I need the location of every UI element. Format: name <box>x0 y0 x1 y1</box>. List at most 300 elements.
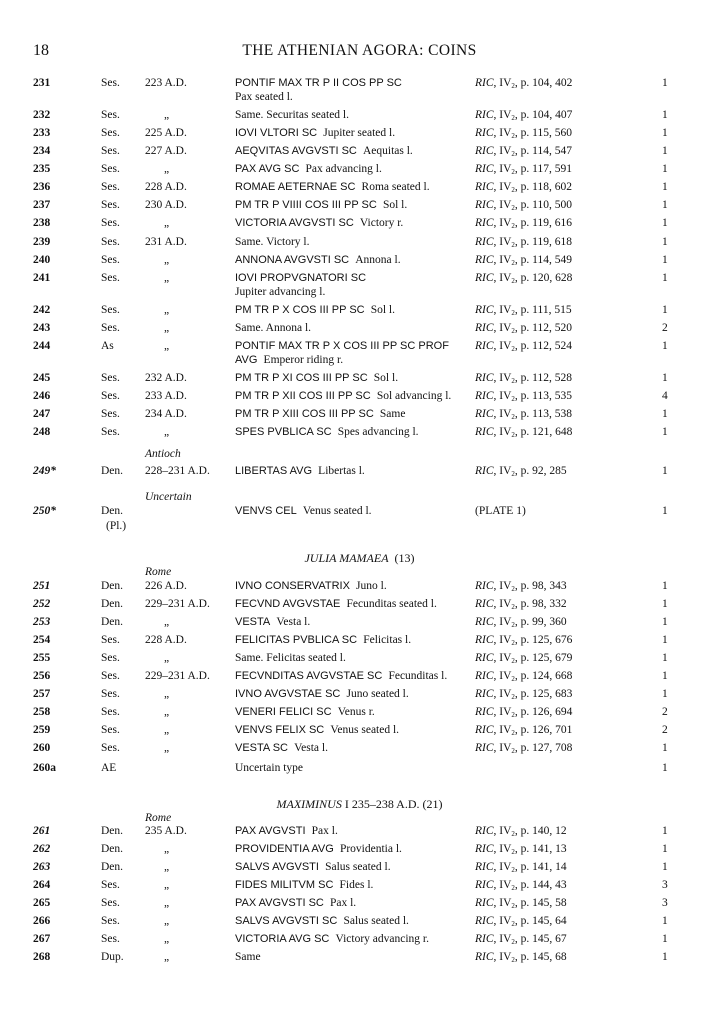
denomination: Ses. <box>101 742 120 754</box>
denomination: Den. <box>101 505 124 517</box>
catalogue-number: 257 <box>33 688 51 700</box>
reverse-type <box>235 339 449 353</box>
ric-reference: RIC, $IV_2$, p. 98, 343 <box>475 580 567 593</box>
date: „ <box>164 951 170 963</box>
catalogue-number: 252 <box>33 598 51 610</box>
specimen-count: 1 <box>662 652 668 664</box>
legend: PAX AVGVSTI <box>235 825 306 837</box>
denomination: Ses. <box>101 879 120 891</box>
table-row <box>0 253 719 269</box>
table-row <box>0 108 719 124</box>
specimen-count: 2 <box>662 724 668 736</box>
catalogue-number: 260 <box>33 742 51 754</box>
ric-page-number: p. 111, 515 <box>520 304 572 316</box>
type-description: Aequitas l. <box>362 145 413 157</box>
section-count: I 235–238 A.D. (21) <box>344 797 443 811</box>
reverse-type <box>235 76 402 90</box>
type-description: Sol l. <box>370 304 396 316</box>
legend: VICTORIA AVG SC <box>235 933 330 945</box>
specimen-count: 3 <box>662 879 668 891</box>
denomination: Ses. <box>101 322 120 334</box>
ric-page-number: p. 145, 68 <box>520 951 567 963</box>
date: „ <box>164 652 170 664</box>
ric-reference: RIC, $IV_2$, p. 98, 332 <box>475 598 567 611</box>
table-row <box>0 633 719 649</box>
legend: IOVI PROPVGNATORI SC <box>235 272 367 284</box>
specimen-count: 4 <box>662 390 668 402</box>
page-number: 18 <box>33 42 49 59</box>
specimen-count: 1 <box>662 304 668 316</box>
ric-reference: RIC, $IV_2$, p. 144, 43 <box>475 879 567 892</box>
table-row <box>0 339 719 366</box>
date: 228 A.D. <box>145 634 187 646</box>
catalogue-number: 239 <box>33 236 51 248</box>
ric-page-number: p. 121, 648 <box>520 426 573 438</box>
catalogue-number: 248 <box>33 426 51 438</box>
denomination: As <box>101 340 114 352</box>
section-heading-julia-mamaea <box>0 551 719 566</box>
ric-reference: RIC, $IV_2$, p. 127, 708 <box>475 742 573 755</box>
table-row <box>0 824 719 840</box>
type-description: Same <box>379 408 406 420</box>
reverse-type-continued <box>235 353 343 367</box>
reverse-type <box>235 321 311 335</box>
date: „ <box>164 616 170 628</box>
ric-page-number: p. 99, 360 <box>520 616 567 628</box>
type-description: Same. Securitas seated l. <box>235 109 350 121</box>
reverse-type <box>235 425 419 439</box>
date: 232 A.D. <box>145 372 187 384</box>
reverse-type-continued <box>235 285 325 299</box>
table-row <box>0 425 719 441</box>
legend: ANNONA AVGVSTI SC <box>235 254 350 266</box>
ric-page-number: p. 124, 668 <box>520 670 573 682</box>
catalogue-number: 250* <box>33 505 56 517</box>
type-description: Same. Annona l. <box>235 322 312 334</box>
specimen-count: 1 <box>662 372 668 384</box>
date: „ <box>164 706 170 718</box>
legend: VENVS CEL <box>235 505 297 517</box>
table-row <box>0 216 719 232</box>
denomination: Ses. <box>101 109 120 121</box>
denomination: Den. <box>101 825 124 837</box>
legend: PM TR P XI COS III PP SC <box>235 372 368 384</box>
date: „ <box>164 254 170 266</box>
legend: FECVND AVGVSTAE <box>235 598 341 610</box>
ric-page-number: p. 126, 701 <box>520 724 573 736</box>
date: „ <box>164 724 170 736</box>
ric-page-number: p. 127, 708 <box>520 742 573 754</box>
reverse-type <box>235 504 372 518</box>
date: 231 A.D. <box>145 236 187 248</box>
ric-page-number: p. 113, 538 <box>520 408 572 420</box>
catalogue-number: 263 <box>33 861 51 873</box>
legend: VENERI FELICI SC <box>235 706 332 718</box>
type-description: Fecunditas l. <box>388 670 448 682</box>
date: 235 A.D. <box>145 825 187 837</box>
date: „ <box>164 322 170 334</box>
specimen-count: 1 <box>662 825 668 837</box>
date: 229–231 A.D. <box>145 598 210 610</box>
specimen-count: 2 <box>662 706 668 718</box>
denomination: Ses. <box>101 272 120 284</box>
ric-page-number: p. 141, 14 <box>520 861 567 873</box>
ric-reference: RIC, $IV_2$, p. 145, 64 <box>475 915 567 928</box>
reverse-type <box>235 216 403 230</box>
denomination: Ses. <box>101 163 120 175</box>
catalogue-number: 232 <box>33 109 51 121</box>
type-description: Sol l. <box>382 199 408 211</box>
table-row <box>0 180 719 196</box>
ric-page-number: p. 141, 13 <box>520 843 567 855</box>
table-row <box>0 504 719 532</box>
ric-reference: RIC, $IV_2$, p. 121, 648 <box>475 426 573 439</box>
ric-reference: RIC, $IV_2$, p. 115, 560 <box>475 127 572 140</box>
legend: FELICITAS PVBLICA SC <box>235 634 358 646</box>
denomination: Ses. <box>101 408 120 420</box>
catalogue-number: 240 <box>33 254 51 266</box>
denomination: Ses. <box>101 372 120 384</box>
reverse-type <box>235 723 399 737</box>
ric-page-number: p. 117, 591 <box>520 163 572 175</box>
catalogue-number: 233 <box>33 127 51 139</box>
date: 228 A.D. <box>145 181 187 193</box>
type-description: Same. Felicitas seated l. <box>235 652 346 664</box>
table-row <box>0 860 719 876</box>
type-description: Pax seated l. <box>235 91 293 103</box>
table-row <box>0 741 719 757</box>
legend: PM TR P VIIII COS III PP SC <box>235 199 377 211</box>
type-description: Providentia l. <box>339 843 402 855</box>
type-description: Pax advancing l. <box>305 163 382 175</box>
section-title: MAXIMINUS <box>276 797 342 811</box>
specimen-count: 1 <box>662 634 668 646</box>
denomination: Ses. <box>101 688 120 700</box>
denomination: Den. <box>101 861 124 873</box>
denomination: Ses. <box>101 652 120 664</box>
table-row <box>0 126 719 142</box>
legend: SALVS AVGVSTI <box>235 861 319 873</box>
date: „ <box>164 879 170 891</box>
ric-page-number: p. 113, 535 <box>520 390 572 402</box>
catalogue-number: 253 <box>33 616 51 628</box>
reverse-type <box>235 824 338 838</box>
ric-page-number: p. 144, 43 <box>520 879 567 891</box>
date: „ <box>164 340 170 352</box>
reverse-type <box>235 761 303 775</box>
table-row <box>0 669 719 685</box>
ric-page-number: p. 125, 683 <box>520 688 573 700</box>
ric-reference: RIC, $IV_2$, p. 140, 12 <box>475 825 567 838</box>
table-row <box>0 371 719 387</box>
reverse-type <box>235 878 373 892</box>
denomination: Ses. <box>101 145 120 157</box>
ric-reference: RIC, $IV_2$, p. 125, 676 <box>475 634 573 647</box>
specimen-count: 1 <box>662 933 668 945</box>
specimen-count: 1 <box>662 145 668 157</box>
ric-reference: RIC, $IV_2$, p. 99, 360 <box>475 616 567 629</box>
specimen-count: 1 <box>662 77 668 89</box>
specimen-count: 1 <box>662 163 668 175</box>
denomination: Den. <box>101 465 124 477</box>
table-row <box>0 407 719 423</box>
denomination: Ses. <box>101 217 120 229</box>
ric-reference: RIC, $IV_2$, p. 113, 538 <box>475 408 572 421</box>
ric-reference: RIC, $IV_2$, p. 120, 628 <box>475 272 573 285</box>
specimen-count: 1 <box>662 340 668 352</box>
catalogue-number: 265 <box>33 897 51 909</box>
reverse-type <box>235 651 346 665</box>
type-description: Pax l. <box>311 825 338 837</box>
reverse-type <box>235 669 447 683</box>
reverse-type <box>235 842 402 856</box>
reverse-type <box>235 932 429 946</box>
denomination: Ses. <box>101 181 120 193</box>
type-description: Same <box>235 951 261 963</box>
date: „ <box>164 163 170 175</box>
date: „ <box>164 426 170 438</box>
catalogue-number: 234 <box>33 145 51 157</box>
date: „ <box>164 742 170 754</box>
specimen-count: 1 <box>662 861 668 873</box>
denomination: Den. <box>101 843 124 855</box>
date: 230 A.D. <box>145 199 187 211</box>
type-description: Juno seated l. <box>346 688 409 700</box>
denomination: Ses. <box>101 77 120 89</box>
legend: SALVS AVGVSTI SC <box>235 915 338 927</box>
legend: PONTIF MAX TR P X COS III PP SC PROF <box>235 340 449 352</box>
mint-label-rome-2: Rome <box>145 812 172 824</box>
ric-page-number: p. 145, 58 <box>520 897 567 909</box>
ric-reference: RIC, $IV_2$, p. 145, 58 <box>475 897 567 910</box>
ric-page-number: p. 145, 67 <box>520 933 567 945</box>
denomination: Ses. <box>101 254 120 266</box>
date: 233 A.D. <box>145 390 187 402</box>
denomination: Ses. <box>101 915 120 927</box>
catalogue-number: 231 <box>33 77 51 89</box>
specimen-count: 1 <box>662 762 668 774</box>
table-row <box>0 723 719 739</box>
catalogue-number: 247 <box>33 408 51 420</box>
type-description: Uncertain type <box>235 762 304 774</box>
ric-reference: RIC, $IV_2$, p. 114, 549 <box>475 254 572 267</box>
type-description: Libertas l. <box>318 465 365 477</box>
catalogue-number: 256 <box>33 670 51 682</box>
catalogue-number: 237 <box>33 199 51 211</box>
denomination: Ses. <box>101 706 120 718</box>
specimen-count: 1 <box>662 580 668 592</box>
type-description: Vesta l. <box>276 616 311 628</box>
table-row <box>0 321 719 337</box>
denomination: Den. <box>101 598 124 610</box>
table-row <box>0 235 719 251</box>
reverse-type <box>235 705 375 719</box>
reverse-type <box>235 371 398 385</box>
ric-reference: RIC, $IV_2$, p. 145, 68 <box>475 951 567 964</box>
ric-reference: RIC, $IV_2$, p. 112, 520 <box>475 322 572 335</box>
ric-reference: RIC, $IV_2$, p. 111, 515 <box>475 304 572 317</box>
specimen-count: 1 <box>662 843 668 855</box>
type-description: Same. Victory l. <box>235 236 310 248</box>
reverse-type <box>235 180 430 194</box>
reverse-type <box>235 108 349 122</box>
specimen-count: 1 <box>662 742 668 754</box>
running-title: THE ATHENIAN AGORA: COINS <box>242 42 477 59</box>
date: „ <box>164 304 170 316</box>
ric-page-number: p. 115, 560 <box>520 127 572 139</box>
page-header <box>0 42 719 64</box>
reverse-type <box>235 687 409 701</box>
denomination: Ses. <box>101 426 120 438</box>
ric-page-number: p. 98, 332 <box>520 598 567 610</box>
ric-reference: RIC, $IV_2$, p. 145, 67 <box>475 933 567 946</box>
denomination: Ses. <box>101 933 120 945</box>
legend: PM TR P XIII COS III PP SC <box>235 408 374 420</box>
ric-reference: RIC, $IV_2$, p. 141, 13 <box>475 843 567 856</box>
table-row <box>0 878 719 894</box>
table-row <box>0 950 719 966</box>
ric-page-number: p. 145, 64 <box>520 915 567 927</box>
specimen-count: 1 <box>662 109 668 121</box>
reverse-type <box>235 633 411 647</box>
legend: PM TR P X COS III PP SC <box>235 304 365 316</box>
catalogue-number: 258 <box>33 706 51 718</box>
ric-reference: RIC, $IV_2$, p. 92, 285 <box>475 465 567 478</box>
specimen-count: 3 <box>662 897 668 909</box>
catalogue-number: 261 <box>33 825 51 837</box>
legend: PROVIDENTIA AVG <box>235 843 334 855</box>
section-count: (13) <box>394 551 415 565</box>
table-row <box>0 303 719 319</box>
ric-page-number: p. 140, 12 <box>520 825 567 837</box>
legend: PAX AVGVSTI SC <box>235 897 324 909</box>
ric-reference: RIC, $IV_2$, p. 119, 616 <box>475 217 572 230</box>
specimen-count: 1 <box>662 127 668 139</box>
reverse-type <box>235 126 395 140</box>
reverse-type <box>235 741 328 755</box>
specimen-count: 1 <box>662 254 668 266</box>
ric-page-number: p. 98, 343 <box>520 580 567 592</box>
specimen-count: 2 <box>662 322 668 334</box>
catalogue-number: 268 <box>33 951 51 963</box>
date: „ <box>164 272 170 284</box>
denomination: Den. <box>101 616 124 628</box>
ric-page-number: p. 126, 694 <box>520 706 573 718</box>
ric-page-number: p. 125, 679 <box>520 652 573 664</box>
reverse-type-continued <box>235 90 293 104</box>
table-row <box>0 896 719 912</box>
type-description: Annona l. <box>355 254 401 266</box>
table-row <box>0 705 719 721</box>
ric-page-number: p. 104, 402 <box>520 77 573 89</box>
section-title: JULIA MAMAEA <box>304 551 389 565</box>
date: „ <box>164 843 170 855</box>
specimen-count: 1 <box>662 236 668 248</box>
type-description: Salus seated l. <box>343 915 409 927</box>
legend: AVG <box>235 354 258 366</box>
date: 228–231 A.D. <box>145 465 210 477</box>
legend: VESTA SC <box>235 742 288 754</box>
legend: SPES PVBLICA SC <box>235 426 332 438</box>
catalogue-number: 235 <box>33 163 51 175</box>
catalogue-number: 241 <box>33 272 51 284</box>
denomination: Ses. <box>101 390 120 402</box>
ric-page-number: p. 120, 628 <box>520 272 573 284</box>
ric-reference: RIC, $IV_2$, p. 114, 547 <box>475 145 572 158</box>
table-row <box>0 597 719 613</box>
specimen-count: 1 <box>662 505 668 517</box>
specimen-count: 1 <box>662 915 668 927</box>
legend: ROMAE AETERNAE SC <box>235 181 356 193</box>
table-row <box>0 389 719 405</box>
specimen-count: 1 <box>662 598 668 610</box>
reverse-type <box>235 303 395 317</box>
ric-page-number: p. 110, 500 <box>520 199 572 211</box>
legend: FECVNDITAS AVGVSTAE SC <box>235 670 383 682</box>
catalogue-number: 260a <box>33 762 56 774</box>
date: „ <box>164 109 170 121</box>
type-description: Felicitas l. <box>363 634 412 646</box>
specimen-count: 1 <box>662 217 668 229</box>
date: 229–231 A.D. <box>145 670 210 682</box>
table-row <box>0 687 719 703</box>
ric-page-number: p. 119, 618 <box>520 236 572 248</box>
legend: PM TR P XII COS III PP SC <box>235 390 371 402</box>
ric-page-number: p. 112, 524 <box>520 340 572 352</box>
table-row <box>0 914 719 930</box>
legend: AEQVITAS AVGVSTI SC <box>235 145 357 157</box>
type-description: Jupiter seated l. <box>323 127 396 139</box>
reverse-type <box>235 914 409 928</box>
ric-reference: RIC, $IV_2$, p. 110, 500 <box>475 199 572 212</box>
ric-reference: RIC, $IV_2$, p. 125, 683 <box>475 688 573 701</box>
specimen-count: 1 <box>662 465 668 477</box>
date: 227 A.D. <box>145 145 187 157</box>
ric-page-number: p. 119, 616 <box>520 217 572 229</box>
denomination: Den. <box>101 580 124 592</box>
table-row <box>0 198 719 214</box>
type-description: Pax l. <box>329 897 357 909</box>
legend: VESTA <box>235 616 271 628</box>
ric-reference: RIC, $IV_2$, p. 141, 14 <box>475 861 567 874</box>
catalogue-number: 244 <box>33 340 51 352</box>
denomination: Dup. <box>101 951 124 963</box>
denomination: Ses. <box>101 897 120 909</box>
ric-reference: RIC, $IV_2$, p. 104, 407 <box>475 109 573 122</box>
type-description: Juno l. <box>356 580 387 592</box>
catalogue-number: 266 <box>33 915 51 927</box>
ric-reference: RIC, $IV_2$, p. 112, 528 <box>475 372 572 385</box>
reverse-type <box>235 860 391 874</box>
type-description: Victory advancing r. <box>335 933 429 945</box>
specimen-count: 1 <box>662 951 668 963</box>
section-heading-maximinus <box>0 797 719 812</box>
ric-page-number: p. 125, 676 <box>520 634 573 646</box>
legend: IOVI VLTORI SC <box>235 127 318 139</box>
legend: IVNO AVGVSTAE SC <box>235 688 341 700</box>
denomination: Ses. <box>101 199 120 211</box>
reverse-type <box>235 579 387 593</box>
catalogue-number: 255 <box>33 652 51 664</box>
legend: VENVS FELIX SC <box>235 724 325 736</box>
catalogue-number: 236 <box>33 181 51 193</box>
date: 223 A.D. <box>145 77 187 89</box>
reverse-type <box>235 615 310 629</box>
reverse-type <box>235 896 356 910</box>
table-row <box>0 76 719 103</box>
reverse-type <box>235 253 401 267</box>
table-row <box>0 842 719 858</box>
